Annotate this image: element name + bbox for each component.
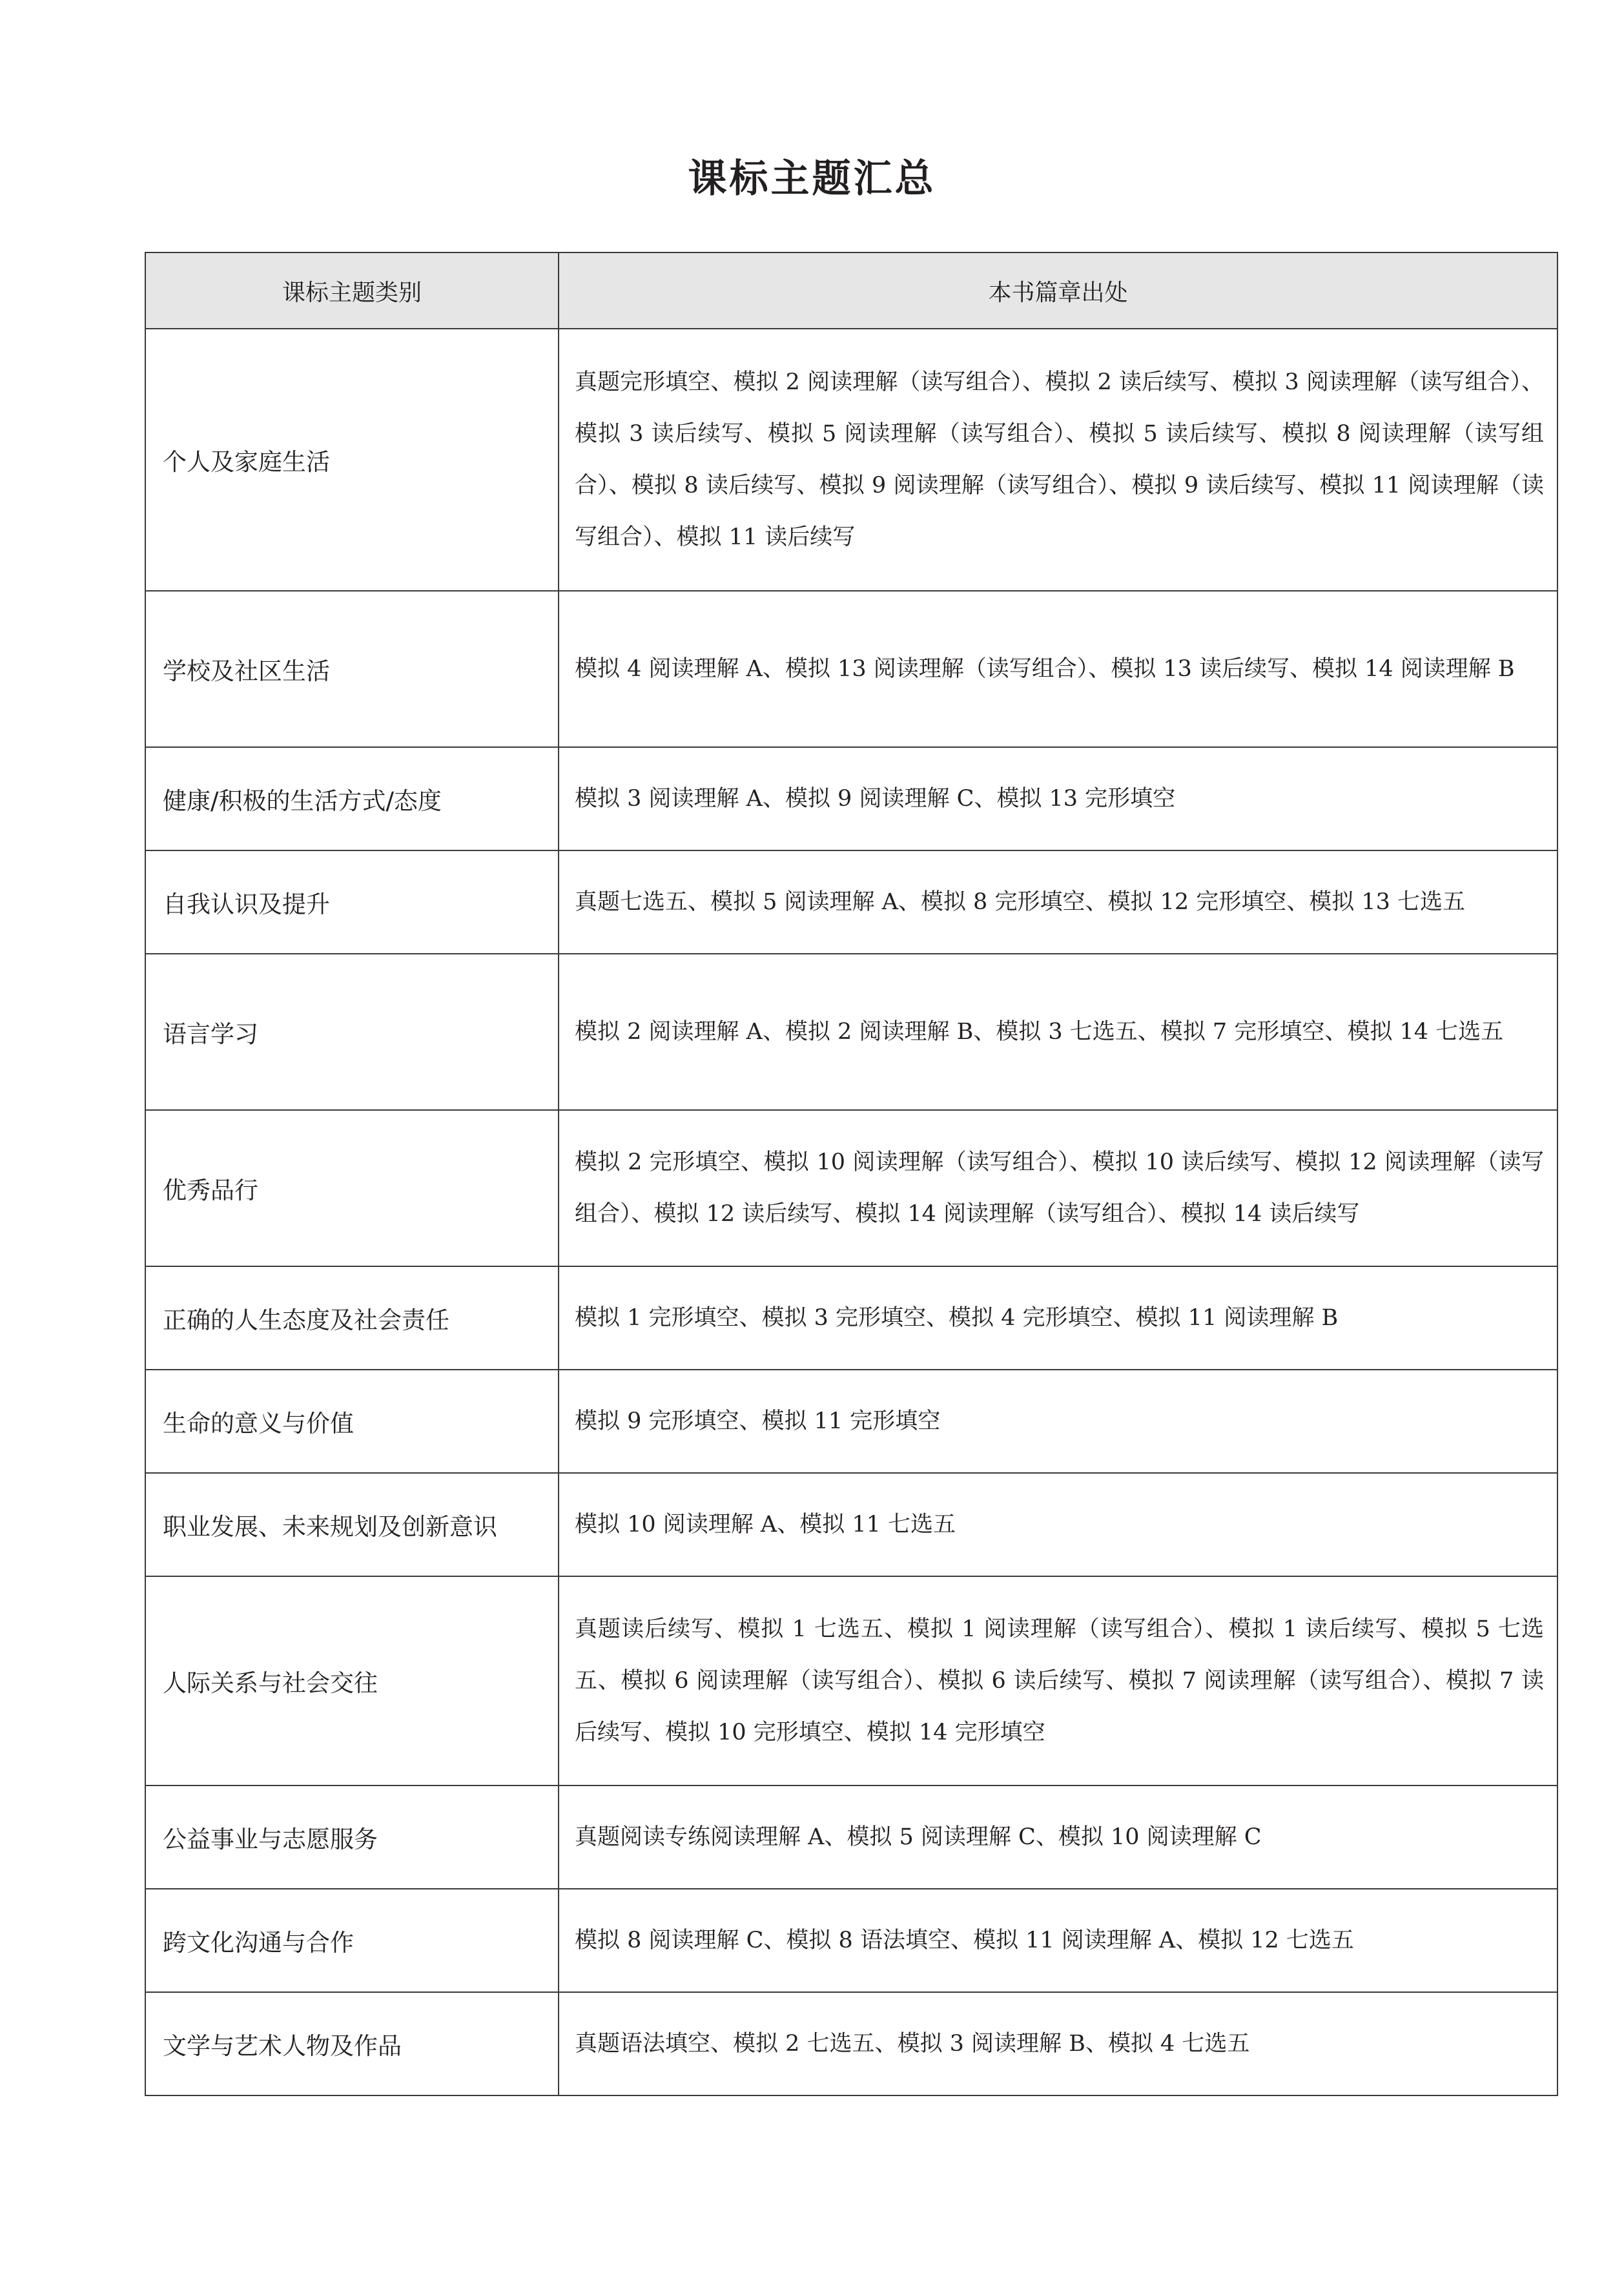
topic-category: 职业发展、未来规划及创新意识 bbox=[145, 1473, 559, 1576]
table-row bbox=[145, 1786, 1557, 1889]
column-header-category: 课标主题类别 bbox=[145, 252, 559, 329]
topic-sources: 真题完形填空、模拟 2 阅读理解（读写组合）、模拟 2 读后续写、模拟 3 阅读理解（读写组合）、模拟 3 读后续写、模拟 5 阅读理解（读写组合）、模拟 5 读后续写、模拟 8 阅读理解（读写组合）、模拟 8 读后续写、模拟 9 阅读理解（读写组合）、模拟 9 读后续写、模拟 11 阅读理解（读写组合）、模拟 11 读后续写 bbox=[559, 329, 1557, 591]
table-row bbox=[145, 1992, 1557, 2095]
table-row bbox=[145, 329, 1557, 591]
table-row bbox=[145, 954, 1557, 1110]
topic-category: 生命的意义与价值 bbox=[145, 1370, 559, 1473]
topic-category: 公益事业与志愿服务 bbox=[145, 1786, 559, 1889]
topic-sources: 真题阅读专练阅读理解 A、模拟 5 阅读理解 C、模拟 10 阅读理解 C bbox=[559, 1786, 1557, 1889]
topic-category: 优秀品行 bbox=[145, 1110, 559, 1266]
topic-sources: 模拟 4 阅读理解 A、模拟 13 阅读理解（读写组合）、模拟 13 读后续写、模拟 14 阅读理解 B bbox=[559, 591, 1557, 747]
table-row bbox=[145, 747, 1557, 850]
topic-category: 跨文化沟通与合作 bbox=[145, 1889, 559, 1992]
table-row bbox=[145, 591, 1557, 747]
topic-category: 健康/积极的生活方式/态度 bbox=[145, 747, 559, 850]
topic-table bbox=[145, 252, 1558, 2096]
topic-category: 人际关系与社会交往 bbox=[145, 1576, 559, 1786]
table-row bbox=[145, 1110, 1557, 1266]
topic-category: 自我认识及提升 bbox=[145, 850, 559, 954]
topic-sources: 模拟 2 阅读理解 A、模拟 2 阅读理解 B、模拟 3 七选五、模拟 7 完形填空、模拟 14 七选五 bbox=[559, 954, 1557, 1110]
topic-sources: 模拟 10 阅读理解 A、模拟 11 七选五 bbox=[559, 1473, 1557, 1576]
table-row bbox=[145, 1576, 1557, 1786]
topic-sources: 模拟 9 完形填空、模拟 11 完形填空 bbox=[559, 1370, 1557, 1473]
topic-sources: 真题读后续写、模拟 1 七选五、模拟 1 阅读理解（读写组合）、模拟 1 读后续写、模拟 5 七选五、模拟 6 阅读理解（读写组合）、模拟 6 读后续写、模拟 7 阅读理解（读写组合）、模拟 7 读后续写、模拟 10 完形填空、模拟 14 完形填空 bbox=[559, 1576, 1557, 1786]
table-row bbox=[145, 1473, 1557, 1576]
topic-category: 语言学习 bbox=[145, 954, 559, 1110]
table-header-row bbox=[145, 252, 1557, 329]
table-row bbox=[145, 1266, 1557, 1370]
column-header-sources: 本书篇章出处 bbox=[559, 252, 1557, 329]
topic-sources: 模拟 1 完形填空、模拟 3 完形填空、模拟 4 完形填空、模拟 11 阅读理解 B bbox=[559, 1266, 1557, 1370]
topic-category: 正确的人生态度及社会责任 bbox=[145, 1266, 559, 1370]
topic-category: 学校及社区生活 bbox=[145, 591, 559, 747]
topic-sources: 真题七选五、模拟 5 阅读理解 A、模拟 8 完形填空、模拟 12 完形填空、模拟 13 七选五 bbox=[559, 850, 1557, 954]
table-row bbox=[145, 1889, 1557, 1992]
topic-category: 文学与艺术人物及作品 bbox=[145, 1992, 559, 2095]
topic-sources: 模拟 3 阅读理解 A、模拟 9 阅读理解 C、模拟 13 完形填空 bbox=[559, 747, 1557, 850]
topic-sources: 模拟 2 完形填空、模拟 10 阅读理解（读写组合）、模拟 10 读后续写、模拟 12 阅读理解（读写组合）、模拟 12 读后续写、模拟 14 阅读理解（读写组合）、模拟 14 读后续写 bbox=[559, 1110, 1557, 1266]
topic-category: 个人及家庭生活 bbox=[145, 329, 559, 591]
topic-sources: 真题语法填空、模拟 2 七选五、模拟 3 阅读理解 B、模拟 4 七选五 bbox=[559, 1992, 1557, 2095]
page-title: 课标主题汇总 bbox=[688, 156, 936, 201]
table-row bbox=[145, 1370, 1557, 1473]
topic-sources: 模拟 8 阅读理解 C、模拟 8 语法填空、模拟 11 阅读理解 A、模拟 12 七选五 bbox=[559, 1889, 1557, 1992]
table-row bbox=[145, 850, 1557, 954]
